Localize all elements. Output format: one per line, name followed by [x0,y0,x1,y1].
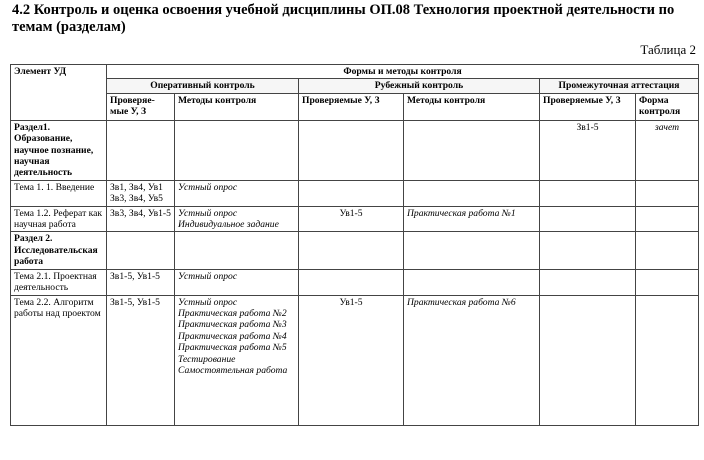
row-checked-milestone [299,180,404,206]
row-form-intermediate: зачет [636,120,699,180]
row-element: Тема 1.2. Реферат как научная работа [11,206,107,232]
row-methods-milestone [404,120,540,180]
row-methods-milestone [404,269,540,295]
row-methods-milestone: Практическая работа №1 [404,206,540,232]
row-form-intermediate [636,295,699,425]
row-methods-operative [175,120,299,180]
header-checked-operative: Проверяе-мые У, З [107,93,175,120]
row-checked-operative: Зв1-5, Ув1-5 [107,295,175,425]
method-item: Устный опрос [178,270,238,282]
header-operative: Оперативный контроль [107,79,299,93]
table-row [11,232,699,269]
row-checked-intermediate [540,232,636,269]
row-checked-operative [107,232,175,269]
header-milestone: Рубежный контроль [299,79,540,93]
method-item: Самостоятельная работа [178,364,288,376]
header-row-columns [11,93,699,120]
header-form-intermediate: Форма контроля [636,93,699,120]
row-methods-operative [175,180,299,206]
row-checked-milestone: Ув1-5 [299,295,404,425]
header-row-groups [11,79,699,93]
table-caption: Таблица 2 [640,42,696,57]
table-row [11,180,699,206]
method-item: Практическая работа №2 [178,307,287,319]
row-form-intermediate [636,206,699,232]
row-element: Тема 2.1. Проектная деятельность [11,269,107,295]
row-checked-intermediate [540,206,636,232]
method-item: Практическая работа №4 [178,330,287,342]
header-element: Элемент УД [11,65,107,121]
method-item: Устный опрос [178,207,238,219]
method-item: Практическая работа №5 [178,342,287,354]
method-item: Тестирование [178,353,236,365]
row-element: Раздел 2. Исследовательская работа [11,232,107,269]
row-checked-milestone: Ув1-5 [299,206,404,232]
row-element: Тема 1. 1. Введение [11,180,107,206]
method-item: Практическая работа №3 [178,319,287,331]
header-forms: Формы и методы контроля [107,65,699,79]
section-heading: 4.2 Контроль и оценка освоения учебной дисциплины ОП.08 Технология проектной деятельности по темам (разделам) [12,2,675,35]
method-item: Индивидуальное задание [178,219,279,231]
row-checked-operative [107,120,175,180]
row-form-intermediate [636,269,699,295]
method-item: Устный опрос [178,296,238,308]
header-checked-milestone: Проверяемые У, З [299,93,404,120]
control-table [10,64,699,426]
header-methods-milestone: Методы контроля [404,93,540,120]
row-checked-milestone [299,269,404,295]
row-checked-intermediate: Зв1-5 [540,120,636,180]
row-checked-intermediate [540,295,636,425]
table-row [11,206,699,232]
row-methods-operative [175,295,299,425]
header-row-main [11,65,699,79]
row-checked-operative: Зв1, Зв4, Ув1 Зв3, Зв4, Ув5 [107,180,175,206]
row-checked-intermediate [540,269,636,295]
row-methods-milestone [404,180,540,206]
row-methods-operative [175,232,299,269]
row-methods-operative [175,206,299,232]
method-item: Устный опрос [178,181,238,193]
row-methods-operative [175,269,299,295]
row-element: Тема 2.2. Алгоритм работы над проектом [11,295,107,425]
row-checked-milestone [299,120,404,180]
row-checked-milestone [299,232,404,269]
row-form-intermediate [636,232,699,269]
row-checked-intermediate [540,180,636,206]
row-element: Раздел1. Образование, научное познание, научная деятельность [11,120,107,180]
header-intermediate: Промежуточная аттестация [540,79,699,93]
table-row [11,269,699,295]
row-checked-operative: Зв3, Зв4, Ув1-5 [107,206,175,232]
table-row [11,295,699,425]
table-row [11,120,699,180]
row-methods-milestone: Практическая работа №6 [404,295,540,425]
header-methods-operative: Методы контроля [175,93,299,120]
row-form-intermediate [636,180,699,206]
row-methods-milestone [404,232,540,269]
row-checked-operative: Зв1-5, Ув1-5 [107,269,175,295]
header-checked-intermediate: Проверяемые У, З [540,93,636,120]
